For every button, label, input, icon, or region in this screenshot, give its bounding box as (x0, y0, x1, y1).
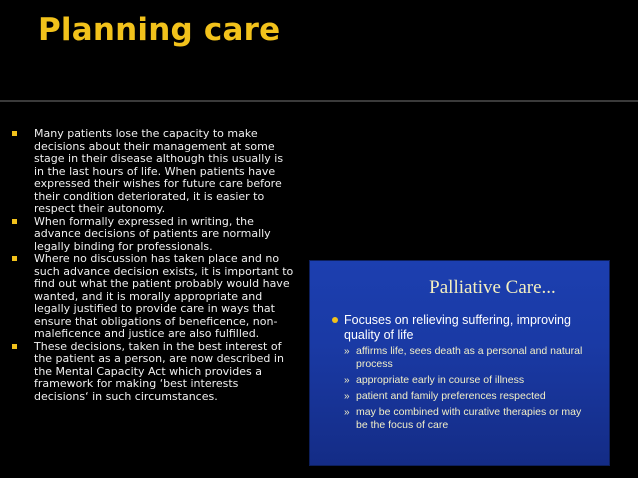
round-bullet-icon (332, 317, 338, 323)
double-chevron-icon: » (344, 375, 350, 386)
bullet-item (12, 341, 294, 404)
inset-sub-item-text: patient and family preferences respected (356, 390, 546, 402)
inset-sub-item (344, 345, 594, 371)
bullet-item (12, 128, 294, 216)
bullet-square-icon (12, 219, 17, 224)
bullet-item (12, 253, 294, 341)
title-band (0, 0, 638, 100)
inset-sub-item (344, 390, 594, 403)
inset-main-point (332, 313, 606, 343)
bullet-square-icon (12, 131, 17, 136)
double-chevron-icon: » (344, 407, 350, 418)
inset-sub-item (344, 406, 594, 432)
bullet-text: Where no discussion has taken place and no such advance decision exists, it is important to find out what the patient probably would have wanted, and it is morally appropriate and legally justified to provide care in ways that ensure that obligations of beneficence, non-maleficence and justice are also fulfilled. (34, 252, 294, 340)
double-chevron-icon: » (344, 391, 350, 402)
inset-sub-list (344, 345, 594, 435)
double-chevron-icon: » (344, 346, 350, 357)
inset-sub-item-text: appropriate early in course of illness (356, 374, 525, 386)
inset-title: Palliative Care... (429, 277, 556, 298)
bullet-text: These decisions, taken in the best interest of the patient as a person, are now described in the Mental Capacity Act which provides a framework for making ‘best interests decisions‘ in such circumstances. (34, 339, 284, 403)
bullet-square-icon (12, 256, 17, 261)
bullet-square-icon (12, 344, 17, 349)
bullet-text: When formally expressed in writing, the advance decisions of patients are normally legally binding for professionals. (34, 214, 271, 253)
inset-main-point-text: Focuses on relieving suffering, improving quality of life (344, 313, 571, 342)
bullet-list (12, 128, 294, 403)
slide-title: Planning care (38, 12, 281, 48)
bullet-text: Many patients lose the capacity to make decisions about their management at some stage in their disease although this usually is in the last hours of life. When patients have expressed their wishes for future care before their condition deteriorated, it is easier to respect their autonomy. (34, 127, 284, 215)
bullet-item (12, 216, 294, 254)
inset-sub-item-text: affirms life, sees death as a personal and natural process (356, 345, 583, 370)
title-divider (0, 100, 638, 102)
inset-sub-item-text: may be combined with curative therapies or may be the focus of care (356, 406, 582, 431)
palliative-care-inset-image (309, 260, 610, 466)
inset-sub-item (344, 374, 594, 387)
